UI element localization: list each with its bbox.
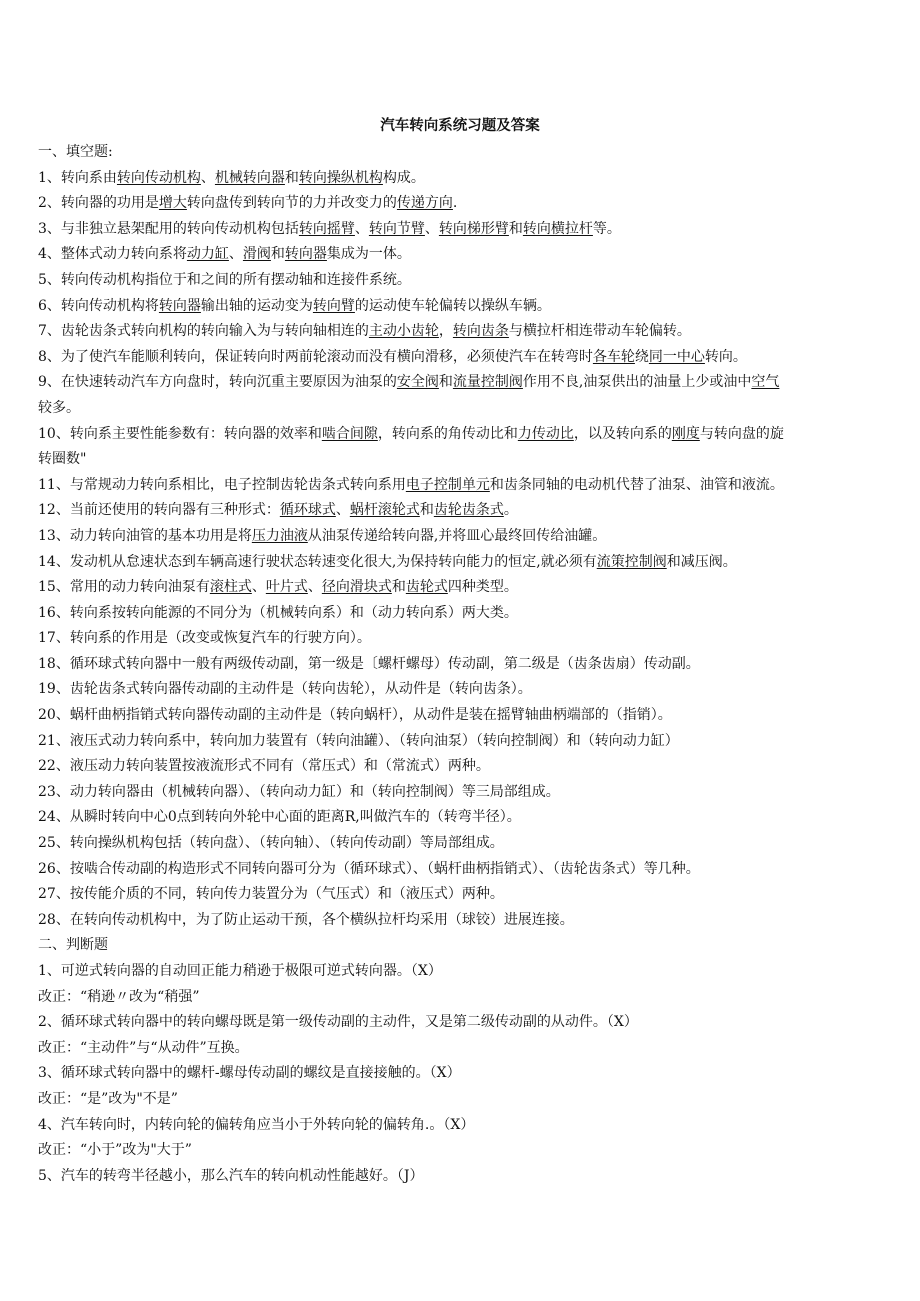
answer-blank: 流策控制阀 [596, 553, 667, 570]
question-text: 18、循环球式转向器中一般有两级传动副，第一级是〔螺杆螺母）传动副，第二级是（齿条齿扇）传动副。 [38, 655, 700, 672]
question-line [38, 882, 884, 908]
statement-line: 5、汽车的转弯半径越小，那么汽车的转向机动性能越好。（J） [38, 1167, 424, 1184]
fill-in-questions [38, 166, 884, 934]
correction-line: 改正：“稍逊〃改为“稍强” [38, 988, 200, 1005]
answer-blank: 增大 [158, 195, 187, 212]
question-text: 和减压阀。 [666, 553, 737, 570]
question-text: 、 [424, 220, 439, 237]
question-text: 转向。 [704, 348, 747, 365]
question-text: 和 [391, 579, 406, 596]
question-line [38, 217, 884, 243]
question-text: 的运动使车轮偏转以操纵车辆。 [354, 297, 551, 314]
question-line [38, 754, 884, 780]
answer-blank: 转向齿条 [452, 323, 509, 340]
answer-blank: 传递方向 [396, 195, 453, 212]
question-text: 和 [284, 169, 299, 186]
question-text: 9、在快速转动汽车方向盘时，转向沉重主要原因为油泵的 [38, 374, 397, 391]
question-line [38, 652, 884, 678]
question-text: 转向盘传到转向节的力并改变力的 [186, 195, 397, 212]
question-text: 和 [270, 246, 285, 263]
question-text: 15、常用的动力转向油泵有 [38, 579, 210, 596]
answer-blank: 转向传动机构 [116, 169, 201, 186]
question-text: 和 [508, 220, 523, 237]
question-line [38, 805, 884, 831]
question-text: 绕 [634, 348, 649, 365]
question-text: 、 [335, 502, 350, 519]
document-body [38, 140, 884, 1189]
question-text: ，以及转向系的 [573, 425, 672, 442]
answer-blank: 转向器 [284, 246, 327, 263]
question-text: 20、蜗杆曲柄指销式转向器传动副的主动件是（转向蜗杆），从动件是装在摇臂轴曲柄端部的（指销）。 [38, 707, 672, 724]
answer-blank: 转向器 [158, 297, 201, 314]
question-line [38, 396, 884, 422]
question-text: 、 [200, 169, 215, 186]
answer-blank: 刚度 [671, 425, 700, 442]
question-line [38, 498, 884, 524]
question-text: 与转向盘的旋 [699, 425, 784, 442]
question-text: 6、转向传动机构将 [38, 297, 159, 314]
question-line [38, 524, 884, 550]
statement-line: 4、汽车转向时，内转向轮的偏转角应当小于外转向轮的偏转角.。（X） [38, 1116, 475, 1133]
question-text: 2、转向器的功用是 [38, 195, 159, 212]
question-text: 23、动力转向器由（机械转向器）、（转向动力缸）和（转向控制阀）等三局部组成。 [38, 783, 560, 800]
question-line [38, 831, 884, 857]
question-text: 和齿条同轴的电动机代替了油泵、油管和液流。 [489, 476, 784, 493]
question-line [38, 601, 884, 627]
question-text: 四种类型。 [447, 579, 518, 596]
answer-blank: 啮合间隙 [321, 425, 378, 442]
answer-blank: 滚柱式 [209, 579, 252, 596]
question-line [38, 242, 884, 268]
question-text: 、 [354, 220, 369, 237]
question-text: 等。 [592, 220, 621, 237]
question-text: 从油泵传递给转向器,并将皿心最终回传给油罐。 [307, 527, 607, 544]
question-text: 25、转向操纵机构包括（转向盘）、（转向轴）、（转向传动副）等局部组成。 [38, 835, 504, 852]
section-heading-true-false: 二、判断题 [38, 937, 108, 954]
answer-blank: 径向滑块式 [321, 579, 392, 596]
answer-blank: 齿轮式 [405, 579, 448, 596]
answer-blank: 转向节臂 [368, 220, 425, 237]
answer-blank: 力传动比 [517, 425, 574, 442]
question-line [38, 780, 884, 806]
answer-blank: 各车轮 [592, 348, 635, 365]
section-heading-fill-in: 一、填空题: [38, 144, 113, 160]
question-text: 14、发动机从怠速状态到车辆高速行驶状态转速变化很大,为保持转向能力的恒定,就必须有 [38, 553, 597, 570]
answer-blank: 动力缸 [186, 246, 229, 263]
question-line [38, 677, 884, 703]
answer-blank: 转向梯形臂 [438, 220, 509, 237]
statement-line: 3、循环球式转向器中的螺杆-螺母传动副的螺纹是直接接触的。（X） [38, 1065, 461, 1082]
question-text: 22、液压动力转向装置按液流形式不同有（常压式）和（常流式）两种。 [38, 758, 490, 775]
answer-blank: 主动小齿轮 [368, 323, 439, 340]
question-text: 构成。 [382, 169, 425, 186]
correction-line: 改正：“是”改为"不是” [38, 1090, 178, 1107]
question-text: 输出轴的运动变为 [200, 297, 313, 314]
true-false-questions [38, 959, 884, 1189]
question-text: 5、转向传动机构指位于和之间的所有摆动轴和连接件系统。 [38, 271, 411, 288]
question-text: 10、转向系主要性能参数有：转向器的效率和 [38, 425, 322, 442]
question-text: 27、按传能介质的不同，转向传力装置分为（气压式）和（液压式）两种。 [38, 886, 504, 903]
question-text: 转圈数" [38, 451, 87, 468]
question-line [38, 550, 884, 576]
question-line [38, 166, 884, 192]
statement-line: 2、循环球式转向器中的转向螺母既是第一级传动副的主动件，又是第二级传动副的从动件。（X） [38, 1014, 638, 1031]
question-line [38, 294, 884, 320]
answer-blank: 蜗杆滚轮式 [349, 502, 420, 519]
question-text: 1、转向系由 [38, 169, 117, 186]
question-text: . [452, 195, 458, 212]
question-text: 、 [307, 579, 322, 596]
question-text: 17、转向系的作用是（改变或恢复汽车的行驶方向）。 [38, 630, 371, 647]
question-line [38, 703, 884, 729]
question-text: 3、与非独立悬架配用的转向传动机构包括 [38, 220, 299, 237]
question-text: 11、与常规动力转向系相比，电子控制齿轮齿条式转向系用 [38, 476, 406, 493]
answer-blank: 齿轮齿条式 [433, 502, 504, 519]
question-line [38, 857, 884, 883]
question-text: 与横拉杆相连带动车轮偏转。 [508, 323, 691, 340]
question-line [38, 345, 884, 371]
question-text: 19、齿轮齿条式转向器传动副的主动件是（转向齿轮），从动件是（转向齿条）。 [38, 681, 532, 698]
question-line [38, 447, 884, 473]
question-line [38, 422, 884, 448]
question-text: 和 [419, 502, 434, 519]
answer-blank: 转向操纵机构 [298, 169, 383, 186]
answer-blank: 安全阀 [396, 374, 439, 391]
answer-blank: 叶片式 [265, 579, 308, 596]
question-text: 12、当前还使用的转向器有三种形式： [38, 502, 280, 519]
question-line [38, 729, 884, 755]
statement-line: 1、可逆式转向器的自动回正能力稍逊于极限可逆式转向器。（X） [38, 963, 442, 979]
answer-blank: 转向摇臂 [298, 220, 355, 237]
question-text: 24、从瞬时转向中心0点到转向外轮中心面的距离R,叫做汽车的（转弯半径）。 [38, 809, 521, 826]
answer-blank: 机械转向器 [214, 169, 285, 186]
question-text: 21、液压式动力转向系中，转向加力装置有（转向油罐）、（转向油泵）（转向控制阀）和（转向动力缸） [38, 732, 679, 749]
question-text: 8、为了使汽车能顺利转向，保证转向时两前轮滚动而没有横向滑移，必须使汽车在转弯时 [38, 348, 593, 365]
question-text: 和 [438, 374, 453, 391]
answer-blank: 同一中心 [648, 348, 705, 365]
question-text: 集成为一体。 [326, 246, 411, 263]
answer-blank: 滑阀 [242, 246, 271, 263]
question-text: ， [438, 323, 453, 340]
answer-blank: 转向臂 [312, 297, 355, 314]
question-text: 16、转向系按转向能源的不同分为（机械转向系）和（动力转向系）两大类。 [38, 604, 518, 621]
question-text: 13、动力转向油管的基本功用是将 [38, 527, 252, 544]
question-text: 26、按啮合传动副的构造形式不同转向器可分为（循环球式）、（蜗杆曲柄指销式）、（齿轮齿条式）等几种。 [38, 860, 700, 877]
answer-blank: 压力油液 [251, 527, 308, 544]
question-line [38, 370, 884, 396]
question-line [38, 626, 884, 652]
question-text: 7、齿轮齿条式转向机构的转向输入为与转向轴相连的 [38, 323, 369, 340]
question-text: 28、在转向传动机构中，为了防止运动干预，各个横纵拉杆均采用（球铰）进展连接。 [38, 911, 574, 928]
answer-blank: 转向横拉杆 [522, 220, 593, 237]
question-text: ，转向系的角传动比和 [377, 425, 518, 442]
question-line [38, 268, 884, 294]
question-text: 。 [503, 502, 518, 519]
question-line [38, 319, 884, 345]
correction-line: 改正：“小于”改为"大于” [38, 1142, 192, 1159]
correction-line: 改正：“主动件”与“从动件”互换。 [38, 1039, 249, 1056]
question-line [38, 191, 884, 217]
question-text: 、 [251, 579, 266, 596]
question-text: 、 [228, 246, 243, 263]
question-text: 较多。 [38, 399, 80, 416]
answer-blank: 循环球式 [279, 502, 336, 519]
document-title: 汽车转向系统习题及答案 [380, 118, 540, 134]
answer-blank: 空气 [751, 374, 780, 391]
question-line [38, 473, 884, 499]
answer-blank: 流量控制阀 [452, 374, 523, 391]
answer-blank: 电子控制单元 [405, 476, 490, 493]
question-text: 作用不良,油泵供出的油量上少或油中 [522, 374, 752, 391]
question-line [38, 908, 884, 934]
question-line [38, 575, 884, 601]
question-text: 4、整体式动力转向系将 [38, 246, 187, 263]
